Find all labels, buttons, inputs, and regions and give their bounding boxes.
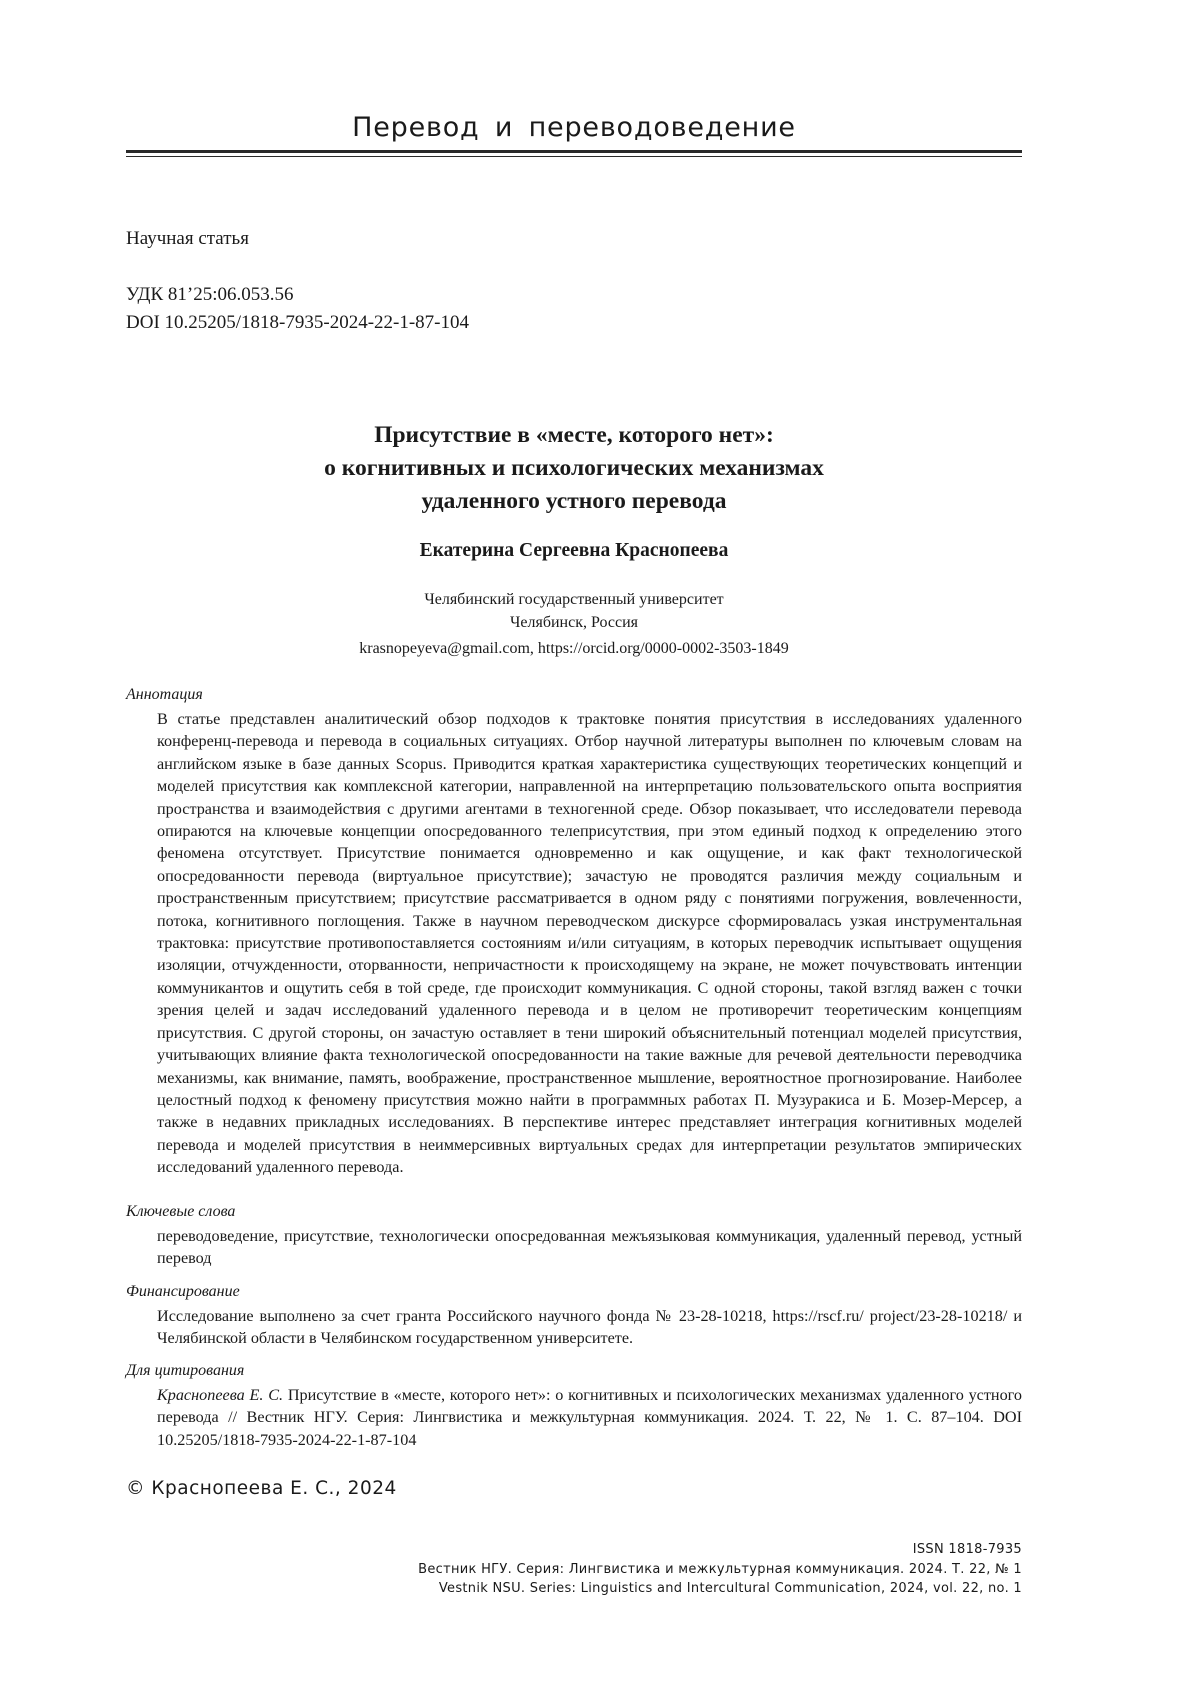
article-type: Научная статья (126, 228, 249, 250)
issn: ISSN 1818-7935 (418, 1540, 1022, 1560)
udk-code: УДК 81’25:06.053.56 (126, 281, 469, 309)
abstract-label: Аннотация (126, 686, 203, 704)
title-line: удаленного устного перевода (126, 485, 1022, 518)
keywords-label: Ключевые слова (126, 1203, 235, 1221)
abstract-text: В статье представлен аналитический обзор подходов к трактовке понятия присутствия в исследованиях удален­ного конференц-перевода и перевода в социальных ситуациях. Отбор научной литературы выполнен по клю­чевым словам на английском языке в базе данных Scopus. Приводится краткая характеристика существующих теоретических концепций и моделей присутствия как комплексной категории, направленной на интерпретацию пользовательского опыта восприятия пространства и взаимодействия с другими агентами в техногенной среде. Обзор показывает, что исследователи перевода опираются на ключевые концепции опосредованного телепри­сутствия, при этом единый подход к определению этого феномена отсутствует. Присутствие понимается одно­временно и как ощущение, и как факт технологической опосредованности перевода (виртуальное присутствие); зачастую не проводятся различия между социальным и пространственным присутствием; присутствие рассма­тривается в одном ряду с понятиями погружения, вовлеченности, потока, когнитивного поглощения. Также в научном переводческом дискурсе сформировалась узкая инструментальная трактовка: присутствие противо­поставляется состояниям и/или ситуациям, в которых переводчик испытывает ощущения изоляции, отчужден­ности, оторванности, непричастности к происходящему на экране, не может почувствовать интенции коммуни­кантов и ощутить себя в той среде, где происходит коммуникация. С одной стороны, такой взгляд важен с точки зрения целей и задач исследований удаленного перевода и в целом не противоречит теоретическим концепциям присутствия. С другой стороны, он зачастую оставляет в тени широкий объяснительный потенциал моделей присутствия, учитывающих влияние факта технологической опосредованности на такие важные для речевой деятельности переводчика механизмы, как внимание, память, воображение, пространственное мышление, веро­ятностное прогнозирование. Наиболее целостный подход к феномену присутствия можно найти в программных работах П. Музуракиса и Б. Мозер-Мерсер, а также в недавних прикладных исследованиях. В перспективе ин­терес представляет интеграция когнитивных моделей перевода и моделей присутствия в неиммерсивных вирту­альных средах для интерпретации результатов эмпирических исследований удаленного перевода. (157, 708, 1022, 1179)
copyright: © Краснопеева Е. С., 2024 (126, 1478, 397, 1499)
funding-text: Исследование выполнено за счет гранта Российского научного фонда № 23-28-10218, https://rscf.ru/ project/23-28-10218/ и Челябинской области в Челябинском государственном университете. (157, 1305, 1022, 1350)
header-rule-thick (126, 150, 1022, 153)
citation-author: Краснопеева Е. С. (157, 1386, 283, 1404)
city: Челябинск, Россия (126, 611, 1022, 634)
article-title (126, 419, 1022, 518)
funding-label: Финансирование (126, 1283, 240, 1301)
doi: DOI 10.25205/1818-7935-2024-22-1-87-104 (126, 309, 469, 337)
journal-footer (418, 1540, 1022, 1599)
journal-ru: Вестник НГУ. Серия: Лингвистика и межкультурная коммуникация. 2024. Т. 22, № 1 (418, 1560, 1022, 1580)
keywords-text: переводоведение, присутствие, технологически опосредованная межъязыковая коммуникация, удаленный пе­ревод, устный перевод (157, 1225, 1022, 1270)
citation-text (157, 1384, 1022, 1451)
affiliation-block (126, 588, 1022, 634)
title-line: о когнитивных и психологических механизмах (126, 452, 1022, 485)
citation-label: Для цитирования (126, 1362, 244, 1380)
author-name: Екатерина Сергеевна Краснопеева (126, 540, 1022, 562)
author-contact: krasnopeyeva@gmail.com, https://orcid.org/0000-0002-3503-1849 (126, 640, 1022, 658)
identifiers (126, 281, 469, 337)
affiliation: Челябинский государственный университет (126, 588, 1022, 611)
header-rule-thin (126, 156, 1022, 157)
article-page (0, 0, 1200, 1697)
citation-body: Присутствие в «месте, которого нет»: о когнитивных и психологических механизмах удален­ного устного перевода // Вестник НГУ. Серия: Лингвистика и межкультурная коммуникация. 2024. Т. 22, № 1. С. 87–104. DOI 10.25205/1818-7935-2024-22-1-87-104 (157, 1386, 1022, 1449)
title-line: Присутствие в «месте, которого нет»: (126, 419, 1022, 452)
section-title: Перевод и переводоведение (126, 112, 1022, 143)
journal-en: Vestnik NSU. Series: Linguistics and Intercultural Communication, 2024, vol. 22, no. 1 (418, 1579, 1022, 1599)
